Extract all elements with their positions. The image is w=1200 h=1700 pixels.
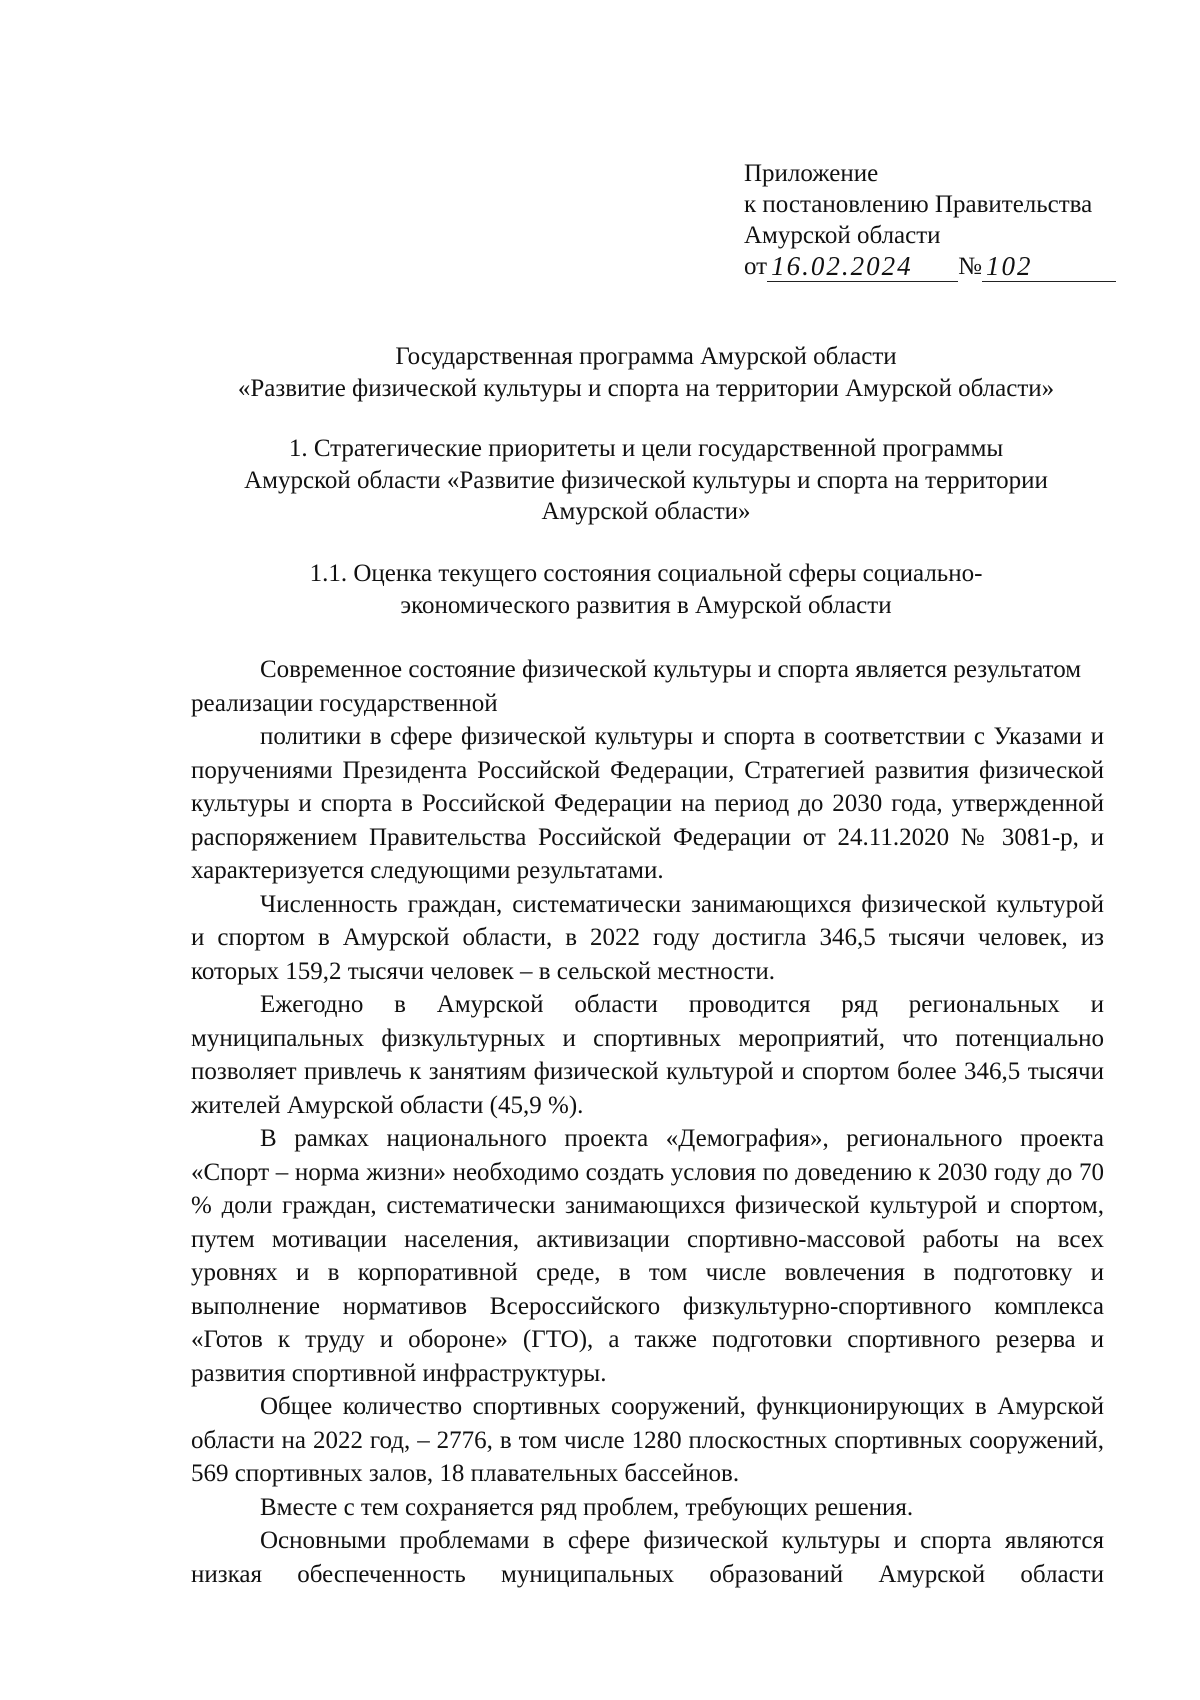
date-prefix: от (744, 253, 768, 280)
program-title-line1: Государственная программа Амурской области (395, 343, 897, 370)
paragraph-6: Общее количество спортивных сооружений, функционирующих в Амурской области на 2022 год, – 2776, в том числе 1280 плоскостных спортивных сооружений, 569 спортивных залов, 18 плавательных бассейнов. (191, 1393, 1104, 1487)
attachment-heading: Приложение (744, 160, 879, 187)
handwritten-number: 102 (982, 251, 1116, 282)
attachment-date-number (744, 251, 1116, 285)
section-1-1-line1: 1.1. Оценка текущего состояния социальной сферы социально- (309, 560, 983, 587)
paragraph-1: Современное состояние физической культуры и спорта является результатом реализации государственной (191, 656, 1082, 717)
section-1-line1: 1. Стратегические приоритеты и цели государственной программы (288, 435, 1004, 462)
attachment-block (744, 158, 1116, 285)
attachment-reference: к постановлению Правительства (744, 191, 1093, 218)
section-1-line2: Амурской области «Развитие физической культуры и спорта на территории (244, 466, 1048, 494)
paragraph-7: Вместе с тем сохраняется ряд проблем, требующих решения. (260, 1493, 914, 1521)
number-label: № (958, 253, 982, 280)
section-1-heading (190, 433, 1102, 528)
handwritten-date: 16.02.2024 (767, 251, 958, 282)
body-text (191, 653, 1104, 1591)
paragraph-5: В рамках национального проекта «Демография», регионального проекта «Спорт – норма жизни» необходимо создать условия по доведению к 2030 году до 70 % доли граждан, систематически занимающихся физической культурой и спортом, путем мотивации населения, активизации спортивно-массовой работы на всех уровнях и в корпоративной среде, в том числе вовлечения в подготовку и выполнение нормативов Всероссийского физкультурно-спортивного комплекса «Готов к труду и обороне» (ГТО), а также подготовки спортивного резерва и развития спортивной инфраструктуры. (191, 1125, 1104, 1387)
program-title (190, 341, 1102, 404)
program-title-line2: «Развитие физической культуры и спорта на территории Амурской области» (237, 374, 1055, 402)
paragraph-3: Численность граждан, систематически занимающихся физической культурой и спортом в Амурской области, в 2022 году достигла 346,5 тысячи человек, из которых 159,2 тысячи человек – в сельской местности. (191, 890, 1104, 985)
paragraph-8: Основными проблемами в сфере физической культуры и спорта являются низкая обеспеченность муниципальных образований Амурской области (191, 1527, 1104, 1588)
paragraph-4: Ежегодно в Амурской области проводится ряд региональных и муниципальных физкультурных и спортивных мероприятий, что потенциально позволяет привлечь к занятиям физической культурой и спортом более 346,5 тысячи жителей Амурской области (45,9 %). (191, 991, 1104, 1119)
paragraph-2: политики в сфере физической культуры и спорта в соответствии с Указами и поручениями Президента Российской Федерации, Стратегией развития физической культуры и спорта в Российской Федерации на период до 2030 года, утвержденной распоряжением Правительства Российской Федерации от 24.11.2020 № 3081-р, и характеризуется следующими результатами. (191, 723, 1104, 884)
section-1-1-line2: экономического развития в Амурской области (400, 591, 892, 619)
section-1-1-heading (190, 558, 1102, 621)
section-1-line3: Амурской области» (541, 498, 751, 525)
attachment-region: Амурской области (744, 222, 941, 249)
